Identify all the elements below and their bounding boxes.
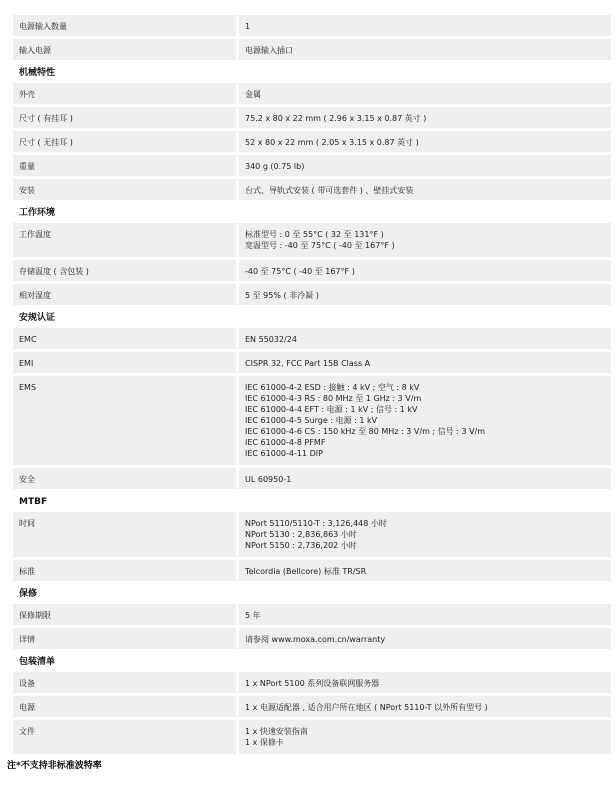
spec-label: 重量 [13,155,236,176]
spec-value [239,179,611,200]
spec-value [239,468,611,489]
section-title: MTBF [19,497,48,507]
spec-value [239,696,611,717]
spec-value-line: NPort 5150 : 2,736,202 小时 [245,541,357,550]
spec-value-line: 台式、导轨式安装 ( 带可选套件 ) 、壁挂式安装 [245,186,414,195]
spec-value [239,604,611,625]
spec-value-line: NPort 5130 : 2,836,863 小时 [245,530,357,539]
spec-value-line: 电源输入插口 [245,46,293,55]
section-title: 机械特性 [19,68,56,78]
spec-row [13,376,611,465]
footnote: 注*不支持非标准波特率 [7,761,102,771]
spec-value-line: 5 至 95% ( 非冷凝 ) [245,291,319,300]
spec-row [13,39,611,60]
spec-row [13,179,611,200]
spec-row [13,107,611,128]
spec-value-line: 75.2 x 80 x 22 mm ( 2.96 x 3.15 x 0.87 英寸 ) [245,114,427,123]
spec-row [13,604,611,625]
spec-label: 安装 [13,179,236,200]
spec-value [239,131,611,152]
spec-label: EMI [13,352,236,373]
spec-value [239,628,611,649]
spec-row [13,468,611,489]
spec-label: 尺寸 ( 无挂耳 ) [13,131,236,152]
spec-value-line: 宽温型号 : -40 至 75°C ( -40 至 167°F ) [245,241,395,250]
spec-label: 存储温度 ( 含包装 ) [13,260,236,281]
spec-value [239,672,611,693]
spec-label: EMC [13,328,236,349]
spec-value [239,260,611,281]
spec-label: 设备 [13,672,236,693]
spec-value-line: 1 x NPort 5100 系列设备联网服务器 [245,679,380,688]
spec-value-line: NPort 5110/5110-T : 3,126,448 小时 [245,519,387,528]
spec-value [239,223,611,257]
spec-value-line: 340 g (0.75 lb) [245,162,305,171]
spec-value-line: IEC 61000-4-8 PFMF [245,438,326,447]
spec-value-line: 1 x 保修卡 [245,738,284,747]
spec-row [13,83,611,104]
spec-label: 标准 [13,560,236,581]
spec-value [239,352,611,373]
spec-value-line: 金属 [245,90,261,99]
spec-value [239,107,611,128]
spec-row [13,155,611,176]
spec-value-line: CISPR 32, FCC Part 15B Class A [245,359,371,368]
section-title: 保修 [19,589,38,599]
spec-value [239,512,611,557]
section-title: 包装清单 [19,657,56,667]
spec-label: 尺寸 ( 有挂耳 ) [13,107,236,128]
spec-value [239,83,611,104]
spec-row [13,15,611,36]
spec-row [13,512,611,557]
spec-label: 电源输入数量 [13,15,236,36]
spec-value-line: Telcordia (Bellcore) 标准 TR/SR [245,567,367,576]
spec-value [239,39,611,60]
spec-label: 详情 [13,628,236,649]
spec-value-line: IEC 61000-4-11 DIP [245,449,323,458]
spec-label: 文件 [13,720,236,754]
spec-label: 工作温度 [13,223,236,257]
section-title: 工作环境 [19,208,56,218]
spec-value [239,328,611,349]
spec-row [13,131,611,152]
spec-row [13,628,611,649]
spec-label: 外壳 [13,83,236,104]
spec-value-line: UL 60950-1 [245,475,292,484]
spec-row [13,284,611,305]
spec-value [239,560,611,581]
spec-value [239,720,611,754]
spec-value-line: 1 x 电源适配器 , 适合用户所在地区 ( NPort 5110-T 以外所有型号 ) [245,703,488,712]
spec-value-line: EN 55032/24 [245,335,297,344]
spec-value-line: -40 至 75°C ( -40 至 167°F ) [245,267,355,276]
spec-value-line: 1 [245,22,251,31]
spec-label: 安全 [13,468,236,489]
spec-value-line: 1 x 快速安装指南 [245,727,308,736]
spec-value [239,155,611,176]
spec-label: 电源 [13,696,236,717]
spec-label: 输入电源 [13,39,236,60]
spec-value-line: 52 x 80 x 22 mm ( 2.05 x 3.15 x 0.87 英寸 ) [245,138,419,147]
spec-value [239,376,611,465]
spec-label: 保修期限 [13,604,236,625]
spec-value-line: 标准型号 : 0 至 55°C ( 32 至 131°F ) [245,230,384,239]
spec-value-line: 5 年 [245,611,261,620]
spec-label: EMS [13,376,236,465]
spec-value-line: IEC 61000-4-4 EFT : 电源 : 1 kV ; 信号 : 1 kV [245,405,418,414]
spec-row [13,260,611,281]
spec-value-line: IEC 61000-4-3 RS : 80 MHz 至 1 GHz : 3 V/m [245,394,422,403]
spec-row [13,560,611,581]
spec-value-line: IEC 61000-4-5 Surge : 电源 : 1 kV [245,416,378,425]
spec-row [13,720,611,754]
spec-row [13,352,611,373]
spec-value-line: IEC 61000-4-6 CS : 150 kHz 至 80 MHz : 3 V/m ; 信号 : 3 V/m [245,427,486,436]
spec-row [13,223,611,257]
spec-row [13,696,611,717]
spec-label: 相对湿度 [13,284,236,305]
spec-value-line: IEC 61000-4-2 ESD : 接触 : 4 kV ; 空气 : 8 kV [245,383,420,392]
spec-value [239,284,611,305]
spec-value-line: 请参阅 www.moxa.com.cn/warranty [245,635,386,644]
section-title: 安规认证 [19,313,56,323]
spec-row [13,328,611,349]
spec-value [239,15,611,36]
spec-row [13,672,611,693]
spec-label: 时间 [13,512,236,557]
